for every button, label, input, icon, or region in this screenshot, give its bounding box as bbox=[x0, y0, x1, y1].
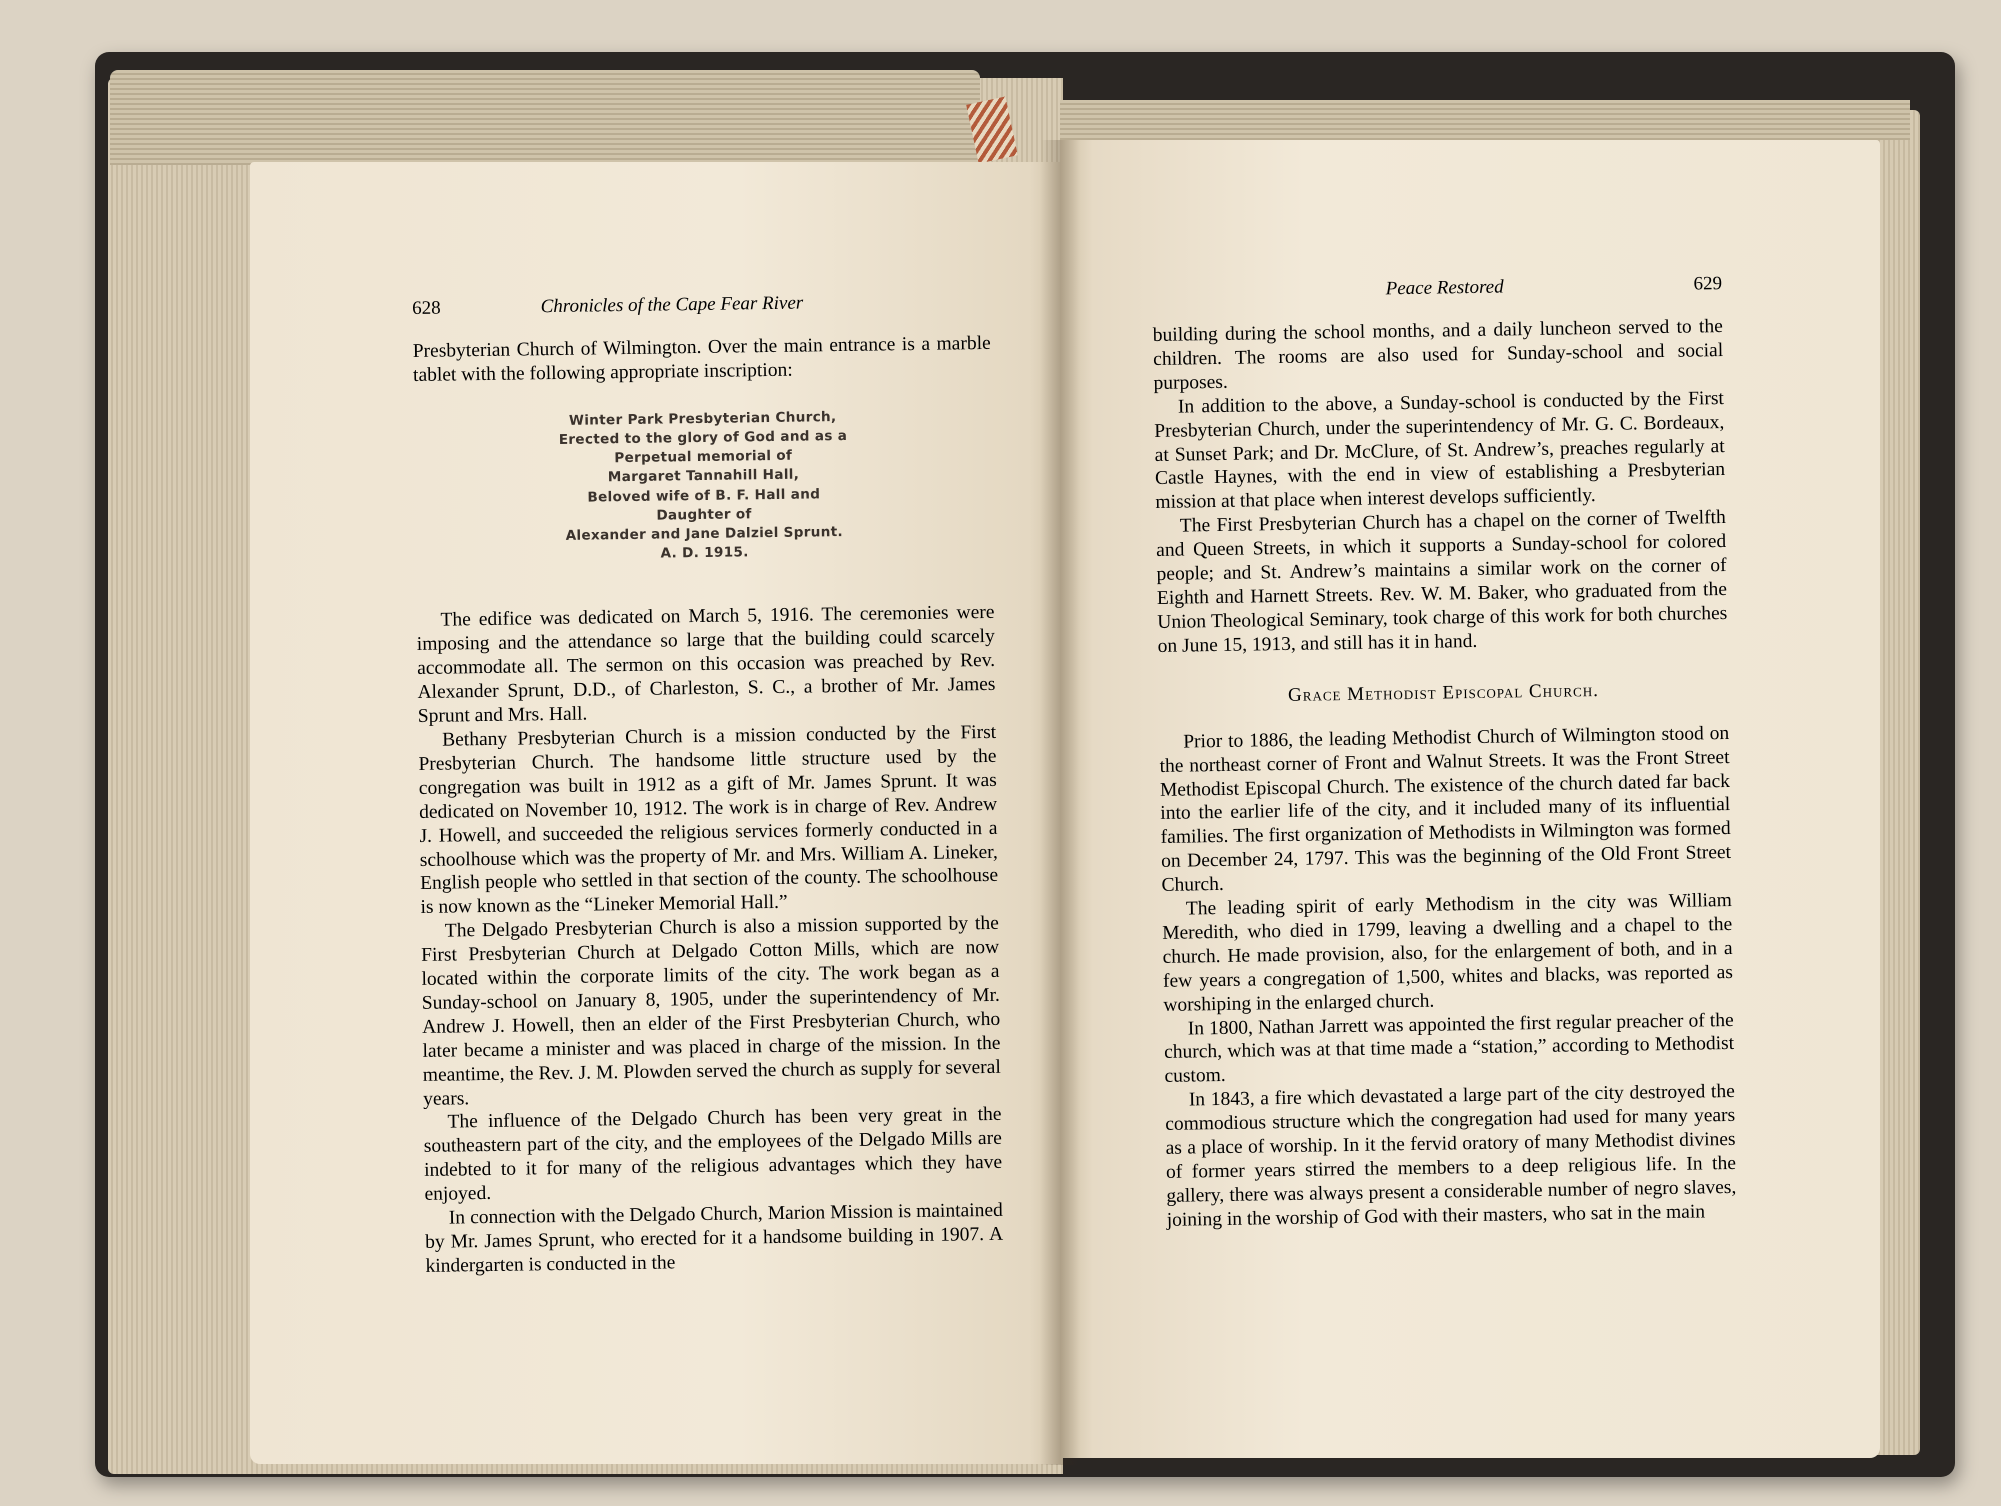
inscription-line: Alexander and Jane Dalziel Sprunt. bbox=[565, 524, 844, 544]
right-page-text bbox=[1152, 273, 1737, 1233]
gutter-shadow bbox=[1040, 140, 1080, 1465]
right-paragraph-6: In 1843, a fire which devastated a large part of the city destroyed the commodious structure which the congregation had used for many years as a place of worship. In it the fervid oratory of many Methodist divines of former years stirred the members to a deep religious life. In the gallery, there was always present a considerable number of negro slaves, joining in the worship of God with their masters, who sat in the main bbox=[1165, 1081, 1737, 1231]
left-paragraph-1: The edifice was dedicated on March 5, 1916. The ceremonies were imposing and the attendance so large that the building could scarcely accommodate all. The sermon on this occasion was preached by Rev. Alexander Sprunt, D.D., of Charleston, S. C., a brother of Mr. James Sprunt and Mrs. Hall. bbox=[416, 602, 996, 728]
right-opening-paragraph: building during the school months, and a daily luncheon served to the children. The rooms are also used for Sunday-school and social purposes. bbox=[1152, 316, 1724, 394]
right-paragraph-1: In addition to the above, a Sunday-school is conducted by the First Presbyterian Church, under the superintendency of Mr. G. C. Bordeaux, at Sunset Park; and Dr. McClure, of St. Andrew’s, preaches regularly at Castle Haynes, with the end in view of establishing a Presbyterian mission at that place when interest develops sufficiently. bbox=[1154, 387, 1726, 514]
inscription-line: Erected to the glory of God and as a bbox=[558, 427, 848, 448]
right-paragraph-5: In 1800, Nathan Jarrett was appointed the first regular preacher of the church, which was at that time made a “station,” according to Methodist custom. bbox=[1163, 1009, 1735, 1088]
right-paragraph-3: Prior to 1886, the leading Methodist Church of Wilmington stood on the northeast corner of Front and Walnut Streets. It was the Front Street Methodist Episcopal Church. The existence of the church dated far back into the earlier life of the city, and it included many of its influential families. The first organization of Methodists in Wilmington was formed on December 24, 1797. This was the beginning of the Old Front Street Church. bbox=[1159, 722, 1732, 897]
top-page-edges-right bbox=[1060, 100, 1910, 140]
right-paragraph-2: The First Presbyterian Church has a chapel on the corner of Twelfth and Queen Streets, in which it supports a Sunday-school for colored people; and St. Andrew’s maintains a similar work on the corner of Eighth and Harnett Streets. Rev. W. M. Baker, who graduated from the Union Theological Seminary, took charge of this work for both churches on June 15, 1913, and still has it in hand. bbox=[1156, 507, 1728, 657]
inscription-line: Margaret Tannahill Hall, bbox=[607, 467, 800, 486]
inscription-line: Perpetual memorial of bbox=[614, 447, 793, 467]
right-page-number: 629 bbox=[1693, 273, 1723, 295]
section-heading: Grace Methodist Episcopal Church. bbox=[1287, 679, 1600, 706]
inscription bbox=[414, 406, 994, 568]
left-paragraph-3: The Delgado Presbyterian Church is also a mission supported by the First Presbyterian Church at Delgado Cotton Mills, which are now located within the corporate limits of the city. The work began as a Sunday-school on January 8, 1905, under the superintendency of Mr. Andrew J. Howell, then an elder of the First Presbyterian Church, who later became a minister and was placed in charge of the mission. In the meantime, the Rev. J. M. Plowden served the church as supply for several years. bbox=[421, 913, 1001, 1110]
inscription-line: A. D. 1915. bbox=[660, 544, 749, 562]
top-page-edges bbox=[110, 70, 980, 165]
left-page-number: 628 bbox=[412, 297, 441, 319]
left-paragraph-4: The influence of the Delgado Church has been very great in the southeastern part of the city, and the employees of the Delgado Mills are indebted to it for many of the religious advantages which they have enjoyed. bbox=[423, 1104, 1003, 1206]
left-opening-paragraph: Presbyterian Church of Wilmington. Over the main entrance is a marble tablet with the following appropriate inscription: bbox=[412, 332, 991, 386]
inscription-line: Daughter of bbox=[656, 506, 752, 524]
right-running-title: Peace Restored bbox=[1385, 276, 1504, 300]
left-paragraph-2: Bethany Presbyterian Church is a mission conducted by the First Presbyterian Church. The handsome little structure used by the congregation was built in 1912 as a gift of Mr. James Sprunt. It was dedicated on November 10, 1912. The work is in charge of Rev. Andrew J. Howell, and succeeded the religious services formerly conducted in a schoolhouse which was the property of Mr. and Mrs. William A. Lineker, English people who settled in that section of the county. The schoolhouse is now known as the “Lineker Memorial Hall.” bbox=[418, 721, 999, 919]
left-running-title: Chronicles of the Cape Fear River bbox=[540, 292, 804, 318]
inscription-line: Winter Park Presbyterian Church, bbox=[568, 408, 837, 429]
left-page-text bbox=[412, 290, 1004, 1279]
right-paragraph-4: The leading spirit of early Methodism in the city was William Meredith, who died in 1799, leaving a dwelling and a chapel to the church. He made provision, also, for the enlargement of both, and in a few years a congregation of 1,500, whites and blacks, was reported as worshiping in the enlarged church. bbox=[1162, 890, 1734, 1016]
inscription-line: Beloved wife of B. F. Hall and bbox=[587, 485, 821, 506]
left-paragraph-5: In connection with the Delgado Church, Marion Mission is maintained by Mr. James Sprunt, who erected for it a handsome building in 1907. A kindergarten is conducted in the bbox=[425, 1199, 1004, 1277]
